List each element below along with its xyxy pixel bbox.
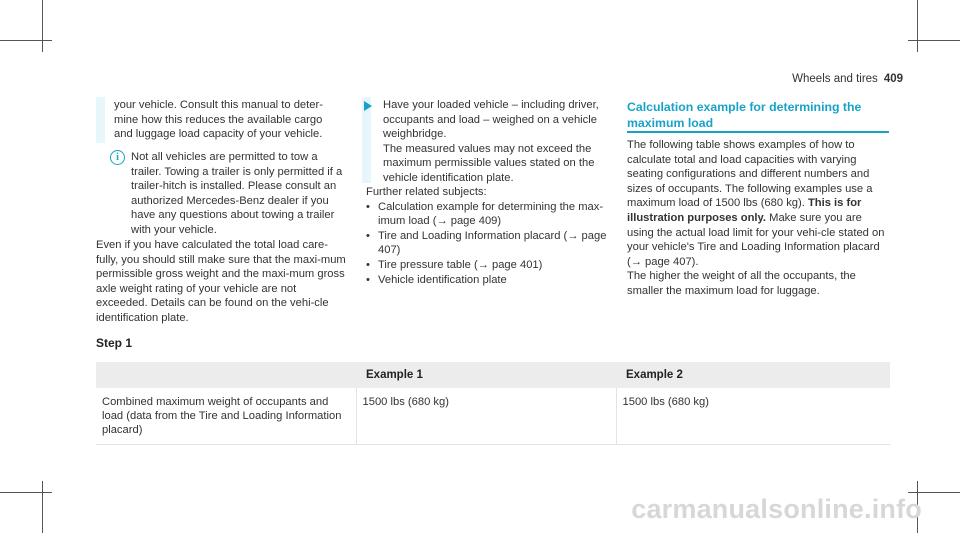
watermark: carmanualsonline.info (631, 494, 922, 524)
intro-text: your vehicle. Consult this manual to deter-mine how this reduces the available cargo and luggage load capacity of your vehicle. (114, 99, 323, 141)
instruction-text: Have your loaded vehicle – including driver, occupants and load – weighed on a vehicle weighbridge. (383, 99, 599, 141)
right-para2: The higher the weight of all the occupants, the smaller the maximum load for luggage. (627, 270, 856, 297)
table-cell: 1500 lbs (680 kg) (616, 388, 890, 445)
left-body (96, 238, 346, 326)
crop-mark (42, 481, 43, 533)
table-header-row (96, 362, 890, 388)
table-header: Example 1 (356, 362, 616, 388)
related-item[interactable]: • Tire pressure table (→ page 401) (366, 258, 620, 273)
page-header (792, 73, 903, 85)
right-para1 (627, 138, 889, 269)
info-icon: i (110, 150, 125, 165)
related-item[interactable]: • Tire and Loading Information placard (→ page 407) (366, 229, 620, 258)
para1-bold: This is for illustration purposes only. (627, 197, 862, 224)
middle-related (366, 185, 620, 287)
table-cell: 1500 lbs (680 kg) (356, 388, 616, 445)
note-bar (96, 97, 105, 143)
crop-mark (908, 492, 960, 493)
right-body (627, 138, 889, 299)
crop-mark (917, 0, 918, 52)
instruction-note: The measured values may not exceed the maximum permissible values stated on the vehicle identification plate. (383, 142, 595, 184)
left-intro (114, 98, 344, 142)
table-header (96, 362, 356, 388)
further-label: Further related subjects: (366, 186, 487, 198)
crop-mark (0, 40, 52, 41)
related-list (366, 200, 620, 288)
related-item: • Vehicle identification plate (366, 273, 620, 288)
left-note (131, 150, 345, 238)
related-item[interactable]: • Calculation example for determining the max-imum load (→ page 409) (366, 200, 620, 229)
crop-mark (908, 40, 960, 41)
section-title: Wheels and tires (792, 73, 878, 85)
para1-end: Make sure you are using the actual load limit for your vehi-cle stated on your vehicle's Tire and Loading Information placard (→ page 407). (627, 211, 885, 268)
step-heading: Step 1 (96, 336, 133, 350)
para1-text: The following table shows examples of how to calculate total and load capacities with varying seating configurations and different numbers and sizes of occupants. The following examples use a maximum load of 1500 lbs (680 kg). (627, 139, 873, 210)
table-header: Example 2 (616, 362, 890, 388)
middle-instruction (383, 98, 619, 186)
table-row (96, 388, 890, 445)
crop-mark (42, 0, 43, 52)
heading-rule (627, 131, 889, 133)
instruction-arrow-icon (364, 101, 372, 111)
note-text: Not all vehicles are permitted to tow a trailer. Towing a trailer is only permitted if a trailer-hitch is installed. Please consult an authorized Mercedes-Benz dealer if you have any questions about towing a trailer with your vehicle. (131, 151, 343, 236)
crop-mark (0, 492, 52, 493)
body-text: Even if you have calculated the total load care-fully, you should still make sure that the maxi-mum permissible gross weight and the maxi-mum gross axle weight rating of your vehicle are not exceeded. Details can be found on the vehi-cle identification plate. (96, 239, 346, 324)
page-number: 409 (883, 73, 903, 85)
load-table (96, 362, 890, 445)
table-cell: Combined maximum weight of occupants and load (data from the Tire and Loading Information placard) (102, 396, 342, 436)
section-heading: Calculation example for determining the maximum load (627, 100, 862, 130)
